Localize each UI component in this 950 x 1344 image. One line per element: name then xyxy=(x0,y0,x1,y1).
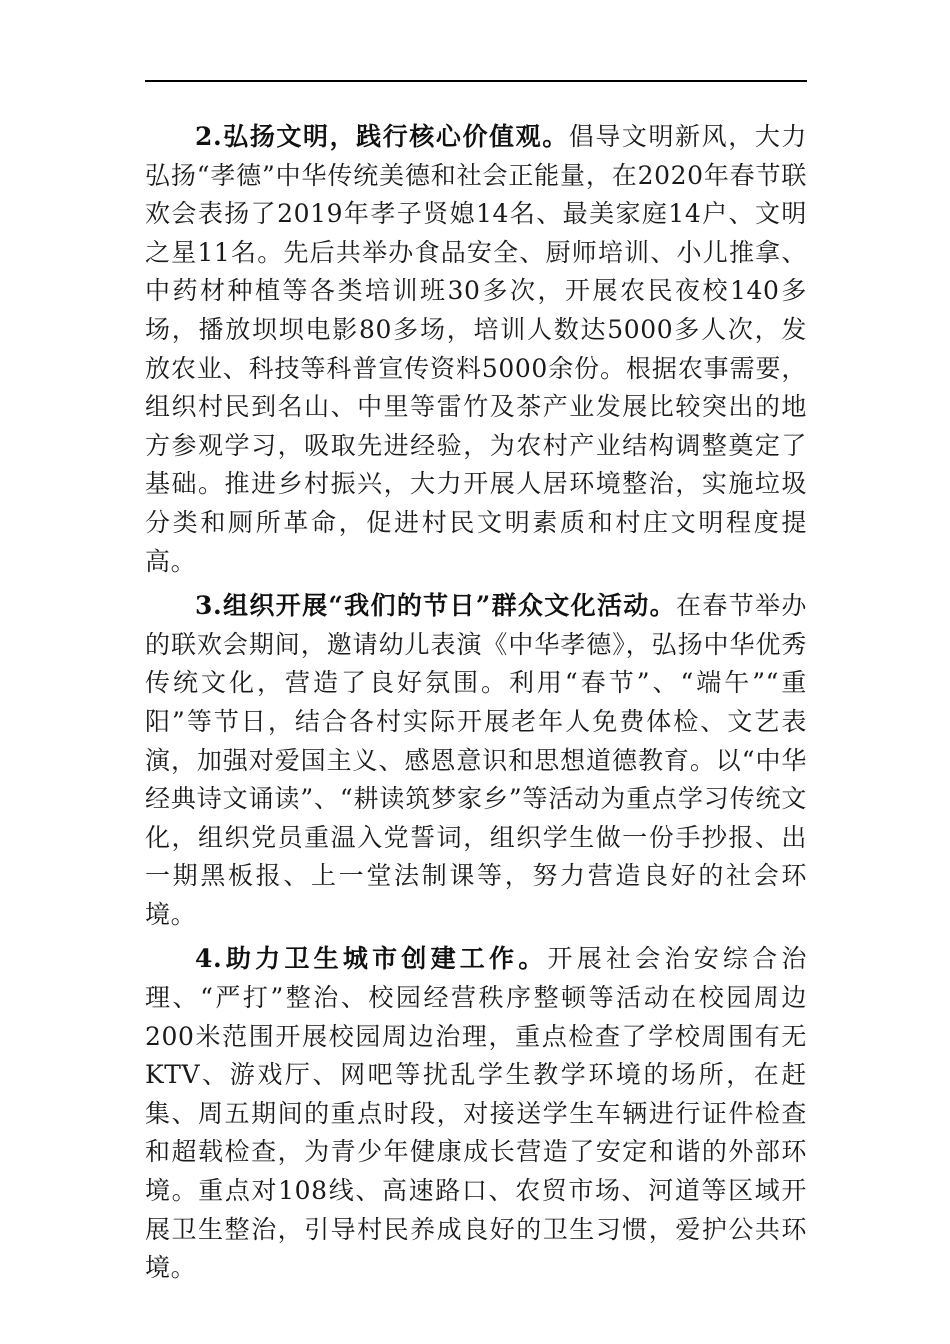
header-divider xyxy=(145,80,807,82)
document-body xyxy=(145,118,807,1294)
paragraph-heading: 3.组织开展“我们的节日”群众文化活动。 xyxy=(195,591,676,621)
paragraph-text: 在春节举办的联欢会期间，邀请幼儿表演《中华孝德》，弘扬中华优秀传统文化，营造了良好氛围。利用“春节”、“端午”“重阳”等节日，结合各村实际开展老年人免费体检、文艺表演，加强对爱国主义、感恩意识和思想道德教育。以“中华经典诗文诵读”、“耕读筑梦家乡”等活动为重点学习传统文化，组织党员重温入党誓词，组织学生做一份手抄报、出一期黑板报、上一堂法制课等，努力营造良好的社会环境。 xyxy=(145,591,807,929)
paragraph-sanitation xyxy=(145,940,807,1287)
paragraph-text: 倡导文明新风，大力弘扬“孝德”中华传统美德和社会正能量，在2020年春节联欢会表扬了2019年孝子贤媳14名、最美家庭14户、文明之星11名。先后共举办食品安全、厨师培训、小儿推拿、中药材种植等各类培训班30多次，开展农民夜校140多场，播放坝坝电影80多场，培训人数达5000多人次，发放农业、科技等科普宣传资料5000余份。根据农事需要，组织村民到名山、中里等雷竹及茶产业发展比较突出的地方参观学习，吸取先进经验，为农村产业结构调整奠定了基础。推进乡村振兴，大力开展人居环境整治，实施垃圾分类和厕所革命，促进村民文明素质和村庄文明程度提高。 xyxy=(145,122,807,576)
paragraph-heading: 2.弘扬文明，践行核心价值观。 xyxy=(195,122,569,151)
paragraph-civilization xyxy=(145,118,807,581)
paragraph-festivals xyxy=(145,587,807,934)
paragraph-text: 开展社会治安综合治理、“严打”整治、校园经营秩序整顿等活动在校园周边200米范围开展校园周边治理，重点检查了学校周围有无KTV、游戏厅、网吧等扰乱学生教学环境的场所，在赶集、周五期间的重点时段，对接送学生车辆进行证件检查和超载检查，为青少年健康成长营造了安定和谐的外部环境。重点对108线、高速路口、农贸市场、河道等区域开展卫生整治，引导村民养成良好的卫生习惯，爱护公共环境。 xyxy=(145,944,807,1283)
paragraph-heading: 4.助力卫生城市创建工作。 xyxy=(195,944,548,974)
